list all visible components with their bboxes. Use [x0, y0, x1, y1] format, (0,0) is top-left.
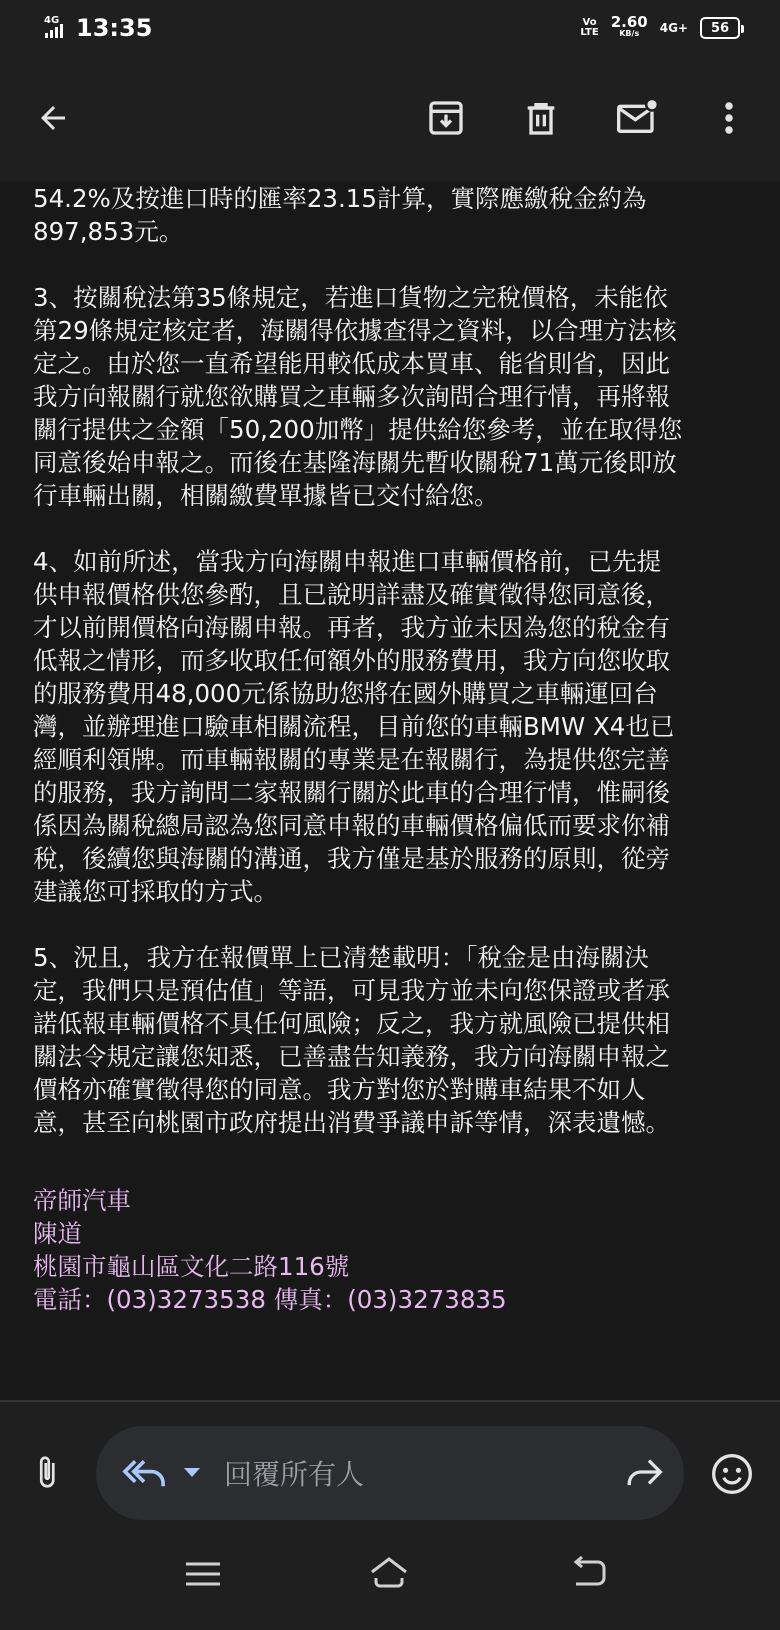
speed-value: 2.60: [610, 13, 648, 31]
archive-button[interactable]: [422, 94, 470, 142]
speed-unit: KB/s: [619, 29, 640, 38]
network-type: 4G+: [659, 21, 688, 35]
more-options-icon: [723, 100, 735, 136]
chevron-down-icon[interactable]: [182, 1466, 202, 1480]
emoji-icon[interactable]: [710, 1452, 754, 1496]
battery-level: 56: [710, 20, 730, 36]
back-nav-icon[interactable]: [566, 1554, 612, 1594]
delete-icon: [521, 98, 561, 138]
signature: [33, 1184, 753, 1316]
battery-icon: [700, 17, 740, 39]
home-icon[interactable]: [366, 1554, 412, 1594]
svg-text:4G: 4G: [44, 15, 60, 26]
paragraph-tax-estimate: 54.2%及按進口時的匯率23.15計算，實際應繳稅金約為 897,853元。: [33, 184, 647, 246]
attachment-icon[interactable]: [30, 1452, 66, 1492]
signature-address[interactable]: 桃園市龜山區文化二路116號: [33, 1252, 350, 1281]
mark-unread-icon: [615, 98, 659, 138]
archive-icon: [426, 98, 466, 138]
forward-icon[interactable]: [624, 1454, 664, 1490]
back-arrow-icon: [35, 100, 71, 136]
status-indicators: [580, 12, 740, 44]
top-toolbar: [0, 56, 780, 182]
delete-button[interactable]: [517, 94, 565, 142]
status-time: 13:35: [76, 14, 153, 42]
reply-all-icon[interactable]: [122, 1456, 166, 1490]
signature-name: 陳道: [33, 1219, 82, 1248]
reply-area: [0, 1402, 780, 1522]
signature-company: 帝師汽車: [33, 1186, 131, 1215]
more-options-button[interactable]: [705, 94, 753, 142]
back-button[interactable]: [29, 94, 77, 142]
network-speed: [610, 13, 648, 40]
signal-icon: [44, 14, 68, 40]
reply-placeholder[interactable]: 回覆所有人: [224, 1458, 365, 1491]
status-bar: [0, 0, 780, 56]
recent-apps-icon[interactable]: [180, 1554, 226, 1594]
reply-box[interactable]: [96, 1426, 684, 1520]
message-body: [0, 182, 780, 1400]
message-text: [33, 182, 753, 1316]
paragraph-5: 5、況且，我方在報價單上已清楚載明：「稅金是由海關決 定，我們只是預估值」等語，可見我方並未向您保證或者承 諾低報車輛價格不具任何風險；反之，我方就風險已提供相 關法令規定讓您知悉，已善盡告知義務，我方向海關申報之 價格亦確實徵得您的同意。我方對您於對購車結果不如人 意，甚至向桃園市政府提出消費爭議申訴等情，深表遺憾。: [33, 943, 670, 1137]
mark-unread-button[interactable]: [613, 94, 661, 142]
paragraph-3: 3、按關稅法第35條規定，若進口貨物之完稅價格，未能依 第29條規定核定者，海關得依據查得之資料，以合理方法核 定之。由於您一直希望能用較低成本買車、能省則省，因此 我方向報關行就您欲購買之車輛多次詢問合理行情，再將報 關行提供之金額「50,200加幣」提供給您參考，並在取得您 同意後始申報之。而後在基隆海關先暫收關稅71萬元後即放 行車輛出關，相關繳費單據皆已交付給您。: [33, 283, 683, 510]
signature-contact[interactable]: 電話：(03)3273538 傳真：(03)3273835: [33, 1285, 507, 1314]
volte-indicator: Vo LTE: [580, 17, 599, 38]
paragraph-4: 4、如前所述，當我方向海關申報進口車輛價格前，已先提 供申報價格供您參酌，且已說明詳盡及確實徵得您同意後， 才以前開價格向海關申報。再者，我方並未因為您的稅金有 低報之情形，而多收取任何額外的服務費用，我方向您收取 的服務費用48,000元係協助您將在國外購買之車輛運回台 灣，並辦理進口驗車相關流程，目前您的車輛BMW X4也已 經順利領牌。而車輛報關的專業是在報關行，為提供您完善 的服務，我方詢問二家報關行關於此車的合理行情，惟嗣後 係因為關稅總局認為您同意申報的車輛價格偏低而要求你補 稅，後續您與海關的溝通，我方僅是基於服務的原則，從旁 建議您可採取的方式。: [33, 547, 675, 906]
system-nav-bar: [0, 1522, 780, 1630]
